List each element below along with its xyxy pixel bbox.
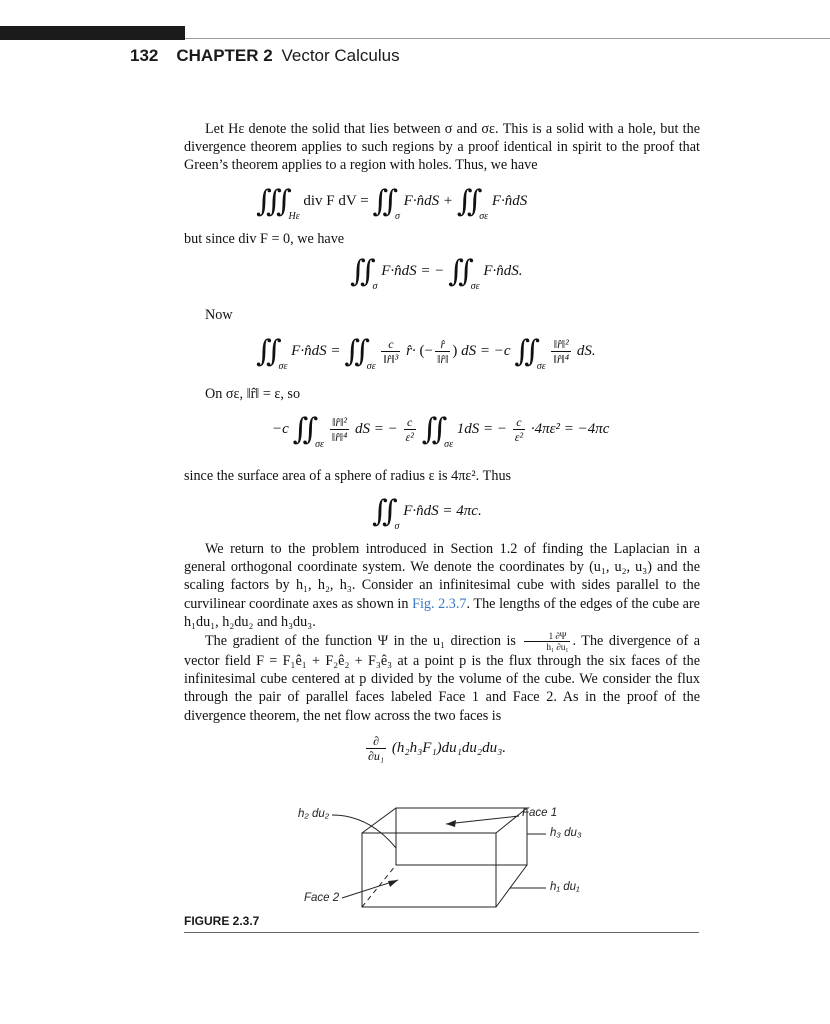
header-bar xyxy=(0,26,185,40)
label-h3du3: h₃ du₃ xyxy=(550,827,582,839)
cube-front-face xyxy=(362,833,496,907)
equation-1: ∭ $_{H\varepsilon}$ div F dV = ∬ $_\sigma$ F·n̂dS + ∬ $_{\sigma\varepsilon}$ F·n̂dS xyxy=(256,184,528,222)
equation-6: $\frac{\partial}{\text{∂u₁}}$ (h₂h₃F₁)du₁du₂du₃. xyxy=(368,734,507,763)
running-header xyxy=(130,46,400,66)
cube-back-face xyxy=(396,808,527,865)
paragraph-5: since the surface area of a sphere of radius ε is 4πε². Thus xyxy=(184,468,512,484)
figure-link[interactable]: Fig. 2.3.7 xyxy=(412,595,467,612)
paragraph-3: Now xyxy=(205,307,233,323)
cube-diagram xyxy=(184,800,700,934)
paragraph-6: We return to the problem introduced in Section 1.2 of finding the Laplacian in a general orthogonal coordinate system. We denote the coordinates by (u₁, u₂, u₃) and the scaling factors by h₁, h₂, h₃. Consider an infinitesimal cube with sides parallel to the curvilinear coordinate axes as shown in Fig. 2.3.7. The lengths of the edges of the cube are h₁du₁, h₂du₂ and h₃du₃. xyxy=(184,541,700,630)
paragraph-1: Let Hε denote the solid that lies between σ and σε. This is a solid with a hole, but the divergence theorem applies to such regions by a proof identical in spirit to the proof that Green’s theorem applies to a region with holes. Thus, we have xyxy=(184,121,700,174)
chapter-label: CHAPTER 2 xyxy=(176,46,273,65)
page-number: 132 xyxy=(130,46,159,65)
label-face1: Face 1 xyxy=(522,807,558,819)
paragraph-4: On σε, ‖r̂‖ = ε, so xyxy=(205,386,301,402)
label-face2: Face 2 xyxy=(304,892,340,904)
equation-2: ∬ $_\sigma$ F·n̂dS = − ∬ $_{\sigma\varepsilon}$ F·n̂dS. xyxy=(350,254,523,292)
figure-caption: FIGURE 2.3.7 xyxy=(184,914,260,928)
equation-3: ∬ $_{\sigma\varepsilon}$ F·n̂dS = ∬ $_{\sigma\varepsilon}$ $\frac{c}{\text{‖r̂‖³}}$ r̂· (− $\frac{r̂}{‖r̂‖}$ ) dS = −c ∬ $_{\sigma\varepsilon}$ $\frac{\text{‖r̂‖²}}{\text{‖r̂‖⁴}}$ dS. xyxy=(256,334,596,372)
equation-4: −c ∬ $_{\sigma\varepsilon}$ $\frac{\text{‖r̂‖²}}{\text{‖r̂‖⁴}}$ dS = − $\frac{c}{\text{ε²}}$ ∬ $_{\sigma\varepsilon}$ 1dS = − $\frac{c}{\text{ε²}}$ ·4πε² = −4πc xyxy=(272,412,610,450)
chapter-title: Vector Calculus xyxy=(281,46,400,65)
caption-rule xyxy=(184,932,699,933)
paragraph-2: but since div F = 0, we have xyxy=(184,231,345,247)
label-h2du2: h₂ du₂ xyxy=(298,808,330,820)
header-rule xyxy=(185,38,830,39)
paragraph-7: The gradient of the function Ψ in the u₁ direction is $\frac{1 \partial\Psi}{\text{h₁ ∂u₁}}$ . The divergence of a vector field F = F₁ê₁ + F₂ê₂ + F₃ê₃ at a point p is the flux through the six faces of the infinitesimal cube centered at p divided by the volume of the cube. We consider the flux through the pair of parallel faces labeled Face 1 and Face 2. As in the proof of the divergence theorem, the net flow across the two faces is xyxy=(184,631,701,724)
label-h1du1: h₁ du₁ xyxy=(550,881,580,893)
equation-5: ∬ $_\sigma$ F·n̂dS = 4πc. xyxy=(372,494,482,532)
